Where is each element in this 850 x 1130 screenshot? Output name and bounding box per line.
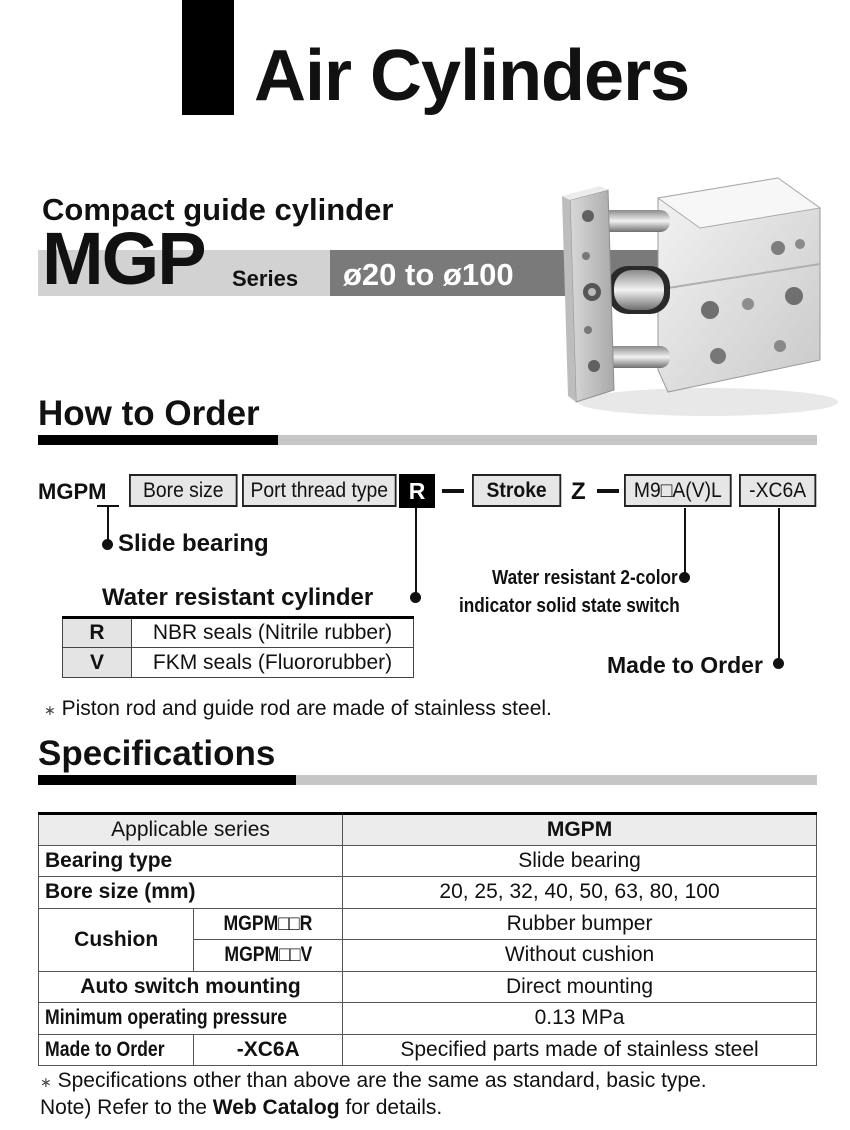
code-separator (442, 489, 464, 493)
slide-bearing-label: Slide bearing (118, 530, 269, 557)
leader-dot (773, 658, 784, 669)
leader-line (778, 508, 780, 664)
bore-size-box: Bore size (129, 474, 238, 507)
leader-line (415, 508, 417, 598)
cushion-model-v-text: MGPM□□V (224, 943, 313, 967)
port-thread-type-box: Port thread type (242, 474, 397, 507)
asterisk: ∗ (40, 1074, 52, 1090)
seal-code: V (63, 648, 132, 678)
heading-rule-accent (38, 775, 296, 785)
bore-range: ø20 to ø100 (343, 257, 514, 292)
seals-table (62, 616, 414, 678)
order-note-text: Piston rod and guide rod are made of stainless steel. (61, 697, 552, 720)
min-pressure-value: 0.13 MPa (343, 1003, 817, 1035)
made-to-order-box: -XC6A (739, 474, 816, 507)
product-image (548, 170, 838, 430)
code-separator (597, 489, 619, 493)
applicable-series-value: MGPM (343, 814, 817, 846)
applicable-series-label: Applicable series (39, 814, 343, 846)
cushion-model-r-text: MGPM□□R (223, 911, 313, 935)
cushion-model-r (194, 908, 343, 940)
water-resistant-cylinder-label: Water resistant cylinder (102, 584, 374, 611)
table-row (63, 618, 414, 648)
series-name: MGP (42, 217, 205, 300)
leader-dot (679, 572, 690, 583)
spec-note-2-suffix: for details. (339, 1096, 443, 1119)
table-row (39, 814, 817, 846)
cushion-value-v: Without cushion (343, 940, 817, 972)
auto-switch-label: Auto switch mounting (39, 971, 343, 1003)
bearing-type-value: Slide bearing (343, 845, 817, 877)
series-word: Series (232, 266, 299, 291)
spec-note-2-prefix: Note) Refer to the (40, 1096, 213, 1119)
seal-description: FKM seals (Fluororubber) (132, 648, 414, 678)
title-bar-block (182, 0, 234, 115)
table-row (63, 648, 414, 678)
order-note (44, 697, 552, 721)
made-to-order-value: Specified parts made of stainless steel (343, 1034, 817, 1066)
cushion-value-r: Rubber bumper (343, 908, 817, 940)
leader-dot (102, 539, 113, 550)
table-row (39, 845, 817, 877)
min-pressure-label (39, 1003, 343, 1035)
table-row (39, 908, 817, 940)
spec-note-1-text: Specifications other than above are the same as standard, basic type. (57, 1069, 707, 1092)
how-to-order-heading: How to Order (38, 394, 260, 433)
cushion-model-v (194, 940, 343, 972)
seal-code: R (63, 618, 132, 648)
leader-line (684, 508, 686, 578)
table-row (39, 877, 817, 909)
specifications-heading: Specifications (38, 734, 276, 773)
bore-size-value: 20, 25, 32, 40, 50, 63, 80, 100 (343, 877, 817, 909)
min-pressure-text: Minimum operating pressure (45, 1006, 288, 1030)
product-subtitle: Compact guide cylinder (42, 192, 394, 227)
web-catalog-link: Web Catalog (212, 1096, 340, 1119)
seal-description: NBR seals (Nitrile rubber) (132, 618, 414, 648)
table-row (39, 1034, 817, 1066)
page-title: Air Cylinders (254, 36, 690, 116)
made-to-order-code: -XC6A (194, 1034, 343, 1066)
switch-label-line2: indicator solid state switch (459, 595, 680, 617)
stroke-box: Stroke (472, 474, 561, 507)
cushion-label: Cushion (39, 908, 194, 971)
bore-size-label: Bore size (mm) (39, 877, 343, 909)
table-row (39, 1003, 817, 1035)
made-to-order-row-label (39, 1034, 194, 1066)
spec-note-1 (40, 1069, 707, 1093)
made-to-order-row-text: Made to Order (45, 1037, 165, 1061)
bearing-type-label: Bearing type (39, 845, 343, 877)
heading-rule-accent (38, 435, 278, 445)
made-to-order-label: Made to Order (607, 652, 763, 678)
specifications-table (38, 812, 817, 1066)
leader-dot (410, 592, 421, 603)
asterisk: ∗ (44, 702, 56, 718)
spec-note-2 (40, 1096, 442, 1120)
auto-switch-value: Direct mounting (343, 971, 817, 1003)
table-row (39, 971, 817, 1003)
switch-box: M9□A(V)L (624, 474, 732, 507)
z-code: Z (571, 478, 586, 505)
switch-label-line1: Water resistant 2-color (492, 567, 678, 589)
order-prefix: MGPM (38, 479, 107, 504)
water-resistant-code-box: R (399, 474, 435, 508)
